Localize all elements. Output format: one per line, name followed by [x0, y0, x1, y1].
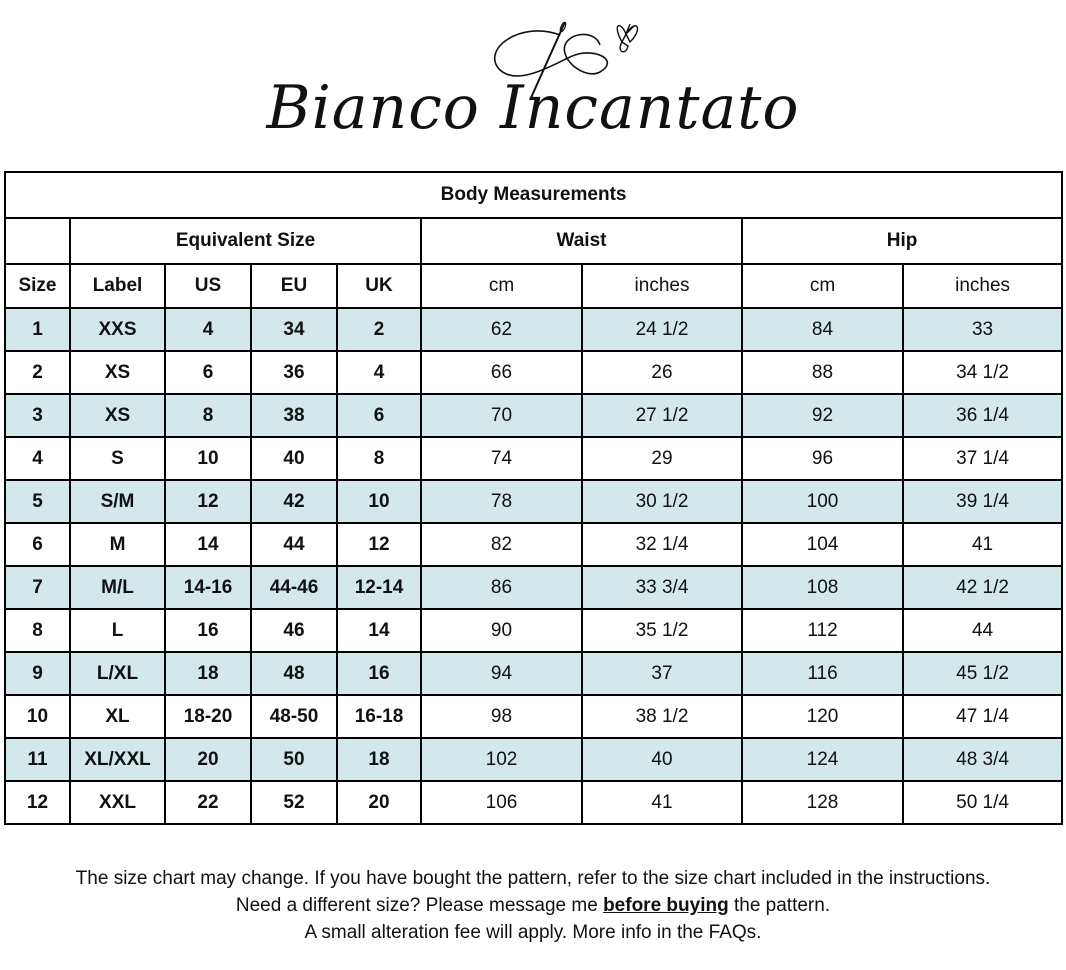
column-header-waist-inches: inches [582, 264, 742, 308]
cell-hip-cm: 84 [742, 308, 903, 351]
cell-size: 4 [5, 437, 70, 480]
cell-size: 3 [5, 394, 70, 437]
hip-header: Hip [742, 218, 1062, 264]
cell-uk: 12-14 [337, 566, 421, 609]
cell-label: XS [70, 351, 165, 394]
table-row [5, 394, 1062, 437]
cell-hip-inches: 39 1/4 [903, 480, 1062, 523]
cell-waist-cm: 94 [421, 652, 582, 695]
cell-label: S [70, 437, 165, 480]
cell-waist-inches: 40 [582, 738, 742, 781]
cell-waist-cm: 82 [421, 523, 582, 566]
cell-label: M/L [70, 566, 165, 609]
cell-uk: 2 [337, 308, 421, 351]
note-line-2-end: the pattern. [728, 895, 831, 916]
cell-uk: 20 [337, 781, 421, 824]
cell-eu: 40 [251, 437, 337, 480]
cell-hip-cm: 124 [742, 738, 903, 781]
cell-hip-inches: 42 1/2 [903, 566, 1062, 609]
cell-us: 14-16 [165, 566, 251, 609]
note-line-2-start: Need a different size? Please message me [235, 895, 604, 916]
cell-hip-cm: 112 [742, 609, 903, 652]
cell-us: 22 [165, 781, 251, 824]
cell-eu: 36 [251, 351, 337, 394]
note-line-3: A small alteration fee will apply. More info in the FAQs. [304, 922, 762, 943]
cell-uk: 8 [337, 437, 421, 480]
cell-hip-inches: 34 1/2 [903, 351, 1062, 394]
cell-uk: 14 [337, 609, 421, 652]
cell-hip-cm: 92 [742, 394, 903, 437]
cell-hip-inches: 44 [903, 609, 1062, 652]
table-row [5, 351, 1062, 394]
table-row [5, 437, 1062, 480]
table-title: Body Measurements [5, 172, 1062, 218]
cell-size: 7 [5, 566, 70, 609]
cell-us: 14 [165, 523, 251, 566]
cell-us: 8 [165, 394, 251, 437]
cell-hip-cm: 100 [742, 480, 903, 523]
cell-hip-cm: 104 [742, 523, 903, 566]
cell-hip-cm: 108 [742, 566, 903, 609]
table-row [5, 652, 1062, 695]
cell-eu: 44-46 [251, 566, 337, 609]
cell-waist-cm: 70 [421, 394, 582, 437]
column-header-waist-cm: cm [421, 264, 582, 308]
cell-us: 16 [165, 609, 251, 652]
cell-hip-cm: 116 [742, 652, 903, 695]
note-line-2 [0, 892, 1066, 919]
cell-size: 2 [5, 351, 70, 394]
cell-uk: 18 [337, 738, 421, 781]
cell-label: XL [70, 695, 165, 738]
column-header-uk: UK [337, 264, 421, 308]
note-line-1: The size chart may change. If you have bought the pattern, refer to the size chart included in the instructions. [75, 868, 991, 889]
cell-waist-inches: 33 3/4 [582, 566, 742, 609]
cell-us: 12 [165, 480, 251, 523]
cell-eu: 44 [251, 523, 337, 566]
cell-waist-inches: 26 [582, 351, 742, 394]
cell-waist-cm: 62 [421, 308, 582, 351]
cell-waist-cm: 78 [421, 480, 582, 523]
cell-waist-cm: 66 [421, 351, 582, 394]
cell-us: 18 [165, 652, 251, 695]
cell-eu: 48-50 [251, 695, 337, 738]
cell-hip-inches: 45 1/2 [903, 652, 1062, 695]
cell-waist-inches: 35 1/2 [582, 609, 742, 652]
cell-eu: 42 [251, 480, 337, 523]
cell-uk: 16 [337, 652, 421, 695]
cell-uk: 10 [337, 480, 421, 523]
table-row [5, 523, 1062, 566]
cell-hip-inches: 48 3/4 [903, 738, 1062, 781]
cell-us: 6 [165, 351, 251, 394]
cell-hip-inches: 37 1/4 [903, 437, 1062, 480]
cell-waist-inches: 30 1/2 [582, 480, 742, 523]
cell-eu: 34 [251, 308, 337, 351]
cell-hip-inches: 36 1/4 [903, 394, 1062, 437]
cell-waist-inches: 32 1/4 [582, 523, 742, 566]
table-row [5, 695, 1062, 738]
table-row [5, 308, 1062, 351]
cell-size: 6 [5, 523, 70, 566]
cell-label: L [70, 609, 165, 652]
cell-waist-inches: 24 1/2 [582, 308, 742, 351]
blank-header-cell [5, 218, 70, 264]
cell-waist-inches: 27 1/2 [582, 394, 742, 437]
cell-size: 12 [5, 781, 70, 824]
cell-size: 9 [5, 652, 70, 695]
cell-hip-inches: 41 [903, 523, 1062, 566]
table-row [5, 609, 1062, 652]
column-header-size: Size [5, 264, 70, 308]
cell-uk: 16-18 [337, 695, 421, 738]
cell-eu: 50 [251, 738, 337, 781]
cell-hip-inches: 50 1/4 [903, 781, 1062, 824]
brand-name: Bianco Incantato [266, 73, 800, 143]
cell-label: XXS [70, 308, 165, 351]
cell-waist-cm: 90 [421, 609, 582, 652]
cell-label: S/M [70, 480, 165, 523]
cell-hip-inches: 33 [903, 308, 1062, 351]
cell-us: 20 [165, 738, 251, 781]
cell-size: 10 [5, 695, 70, 738]
note-emphasis: before buying [603, 895, 729, 916]
cell-label: XL/XXL [70, 738, 165, 781]
cell-label: XS [70, 394, 165, 437]
cell-waist-inches: 38 1/2 [582, 695, 742, 738]
cell-waist-inches: 37 [582, 652, 742, 695]
cell-label: XXL [70, 781, 165, 824]
column-header-label: Label [70, 264, 165, 308]
cell-eu: 46 [251, 609, 337, 652]
size-chart-table [4, 171, 1063, 825]
cell-waist-cm: 86 [421, 566, 582, 609]
column-header-us: US [165, 264, 251, 308]
cell-hip-cm: 88 [742, 351, 903, 394]
cell-us: 4 [165, 308, 251, 351]
cell-hip-cm: 96 [742, 437, 903, 480]
cell-size: 5 [5, 480, 70, 523]
cell-us: 10 [165, 437, 251, 480]
cell-hip-cm: 128 [742, 781, 903, 824]
cell-size: 11 [5, 738, 70, 781]
cell-waist-inches: 41 [582, 781, 742, 824]
cell-uk: 6 [337, 394, 421, 437]
cell-eu: 38 [251, 394, 337, 437]
cell-waist-cm: 74 [421, 437, 582, 480]
waist-header: Waist [421, 218, 742, 264]
table-row [5, 738, 1062, 781]
cell-size: 1 [5, 308, 70, 351]
cell-waist-cm: 106 [421, 781, 582, 824]
cell-hip-cm: 120 [742, 695, 903, 738]
cell-waist-cm: 102 [421, 738, 582, 781]
equivalent-size-header: Equivalent Size [70, 218, 421, 264]
footer-notes [0, 865, 1066, 946]
cell-eu: 52 [251, 781, 337, 824]
cell-label: M [70, 523, 165, 566]
cell-uk: 4 [337, 351, 421, 394]
table-row [5, 566, 1062, 609]
cell-size: 8 [5, 609, 70, 652]
column-header-hip-inches: inches [903, 264, 1062, 308]
cell-label: L/XL [70, 652, 165, 695]
column-header-hip-cm: cm [742, 264, 903, 308]
cell-waist-cm: 98 [421, 695, 582, 738]
column-header-eu: EU [251, 264, 337, 308]
table-row [5, 480, 1062, 523]
cell-hip-inches: 47 1/4 [903, 695, 1062, 738]
cell-eu: 48 [251, 652, 337, 695]
cell-us: 18-20 [165, 695, 251, 738]
cell-uk: 12 [337, 523, 421, 566]
table-row [5, 781, 1062, 824]
brand-logo [0, 0, 1066, 165]
cell-waist-inches: 29 [582, 437, 742, 480]
